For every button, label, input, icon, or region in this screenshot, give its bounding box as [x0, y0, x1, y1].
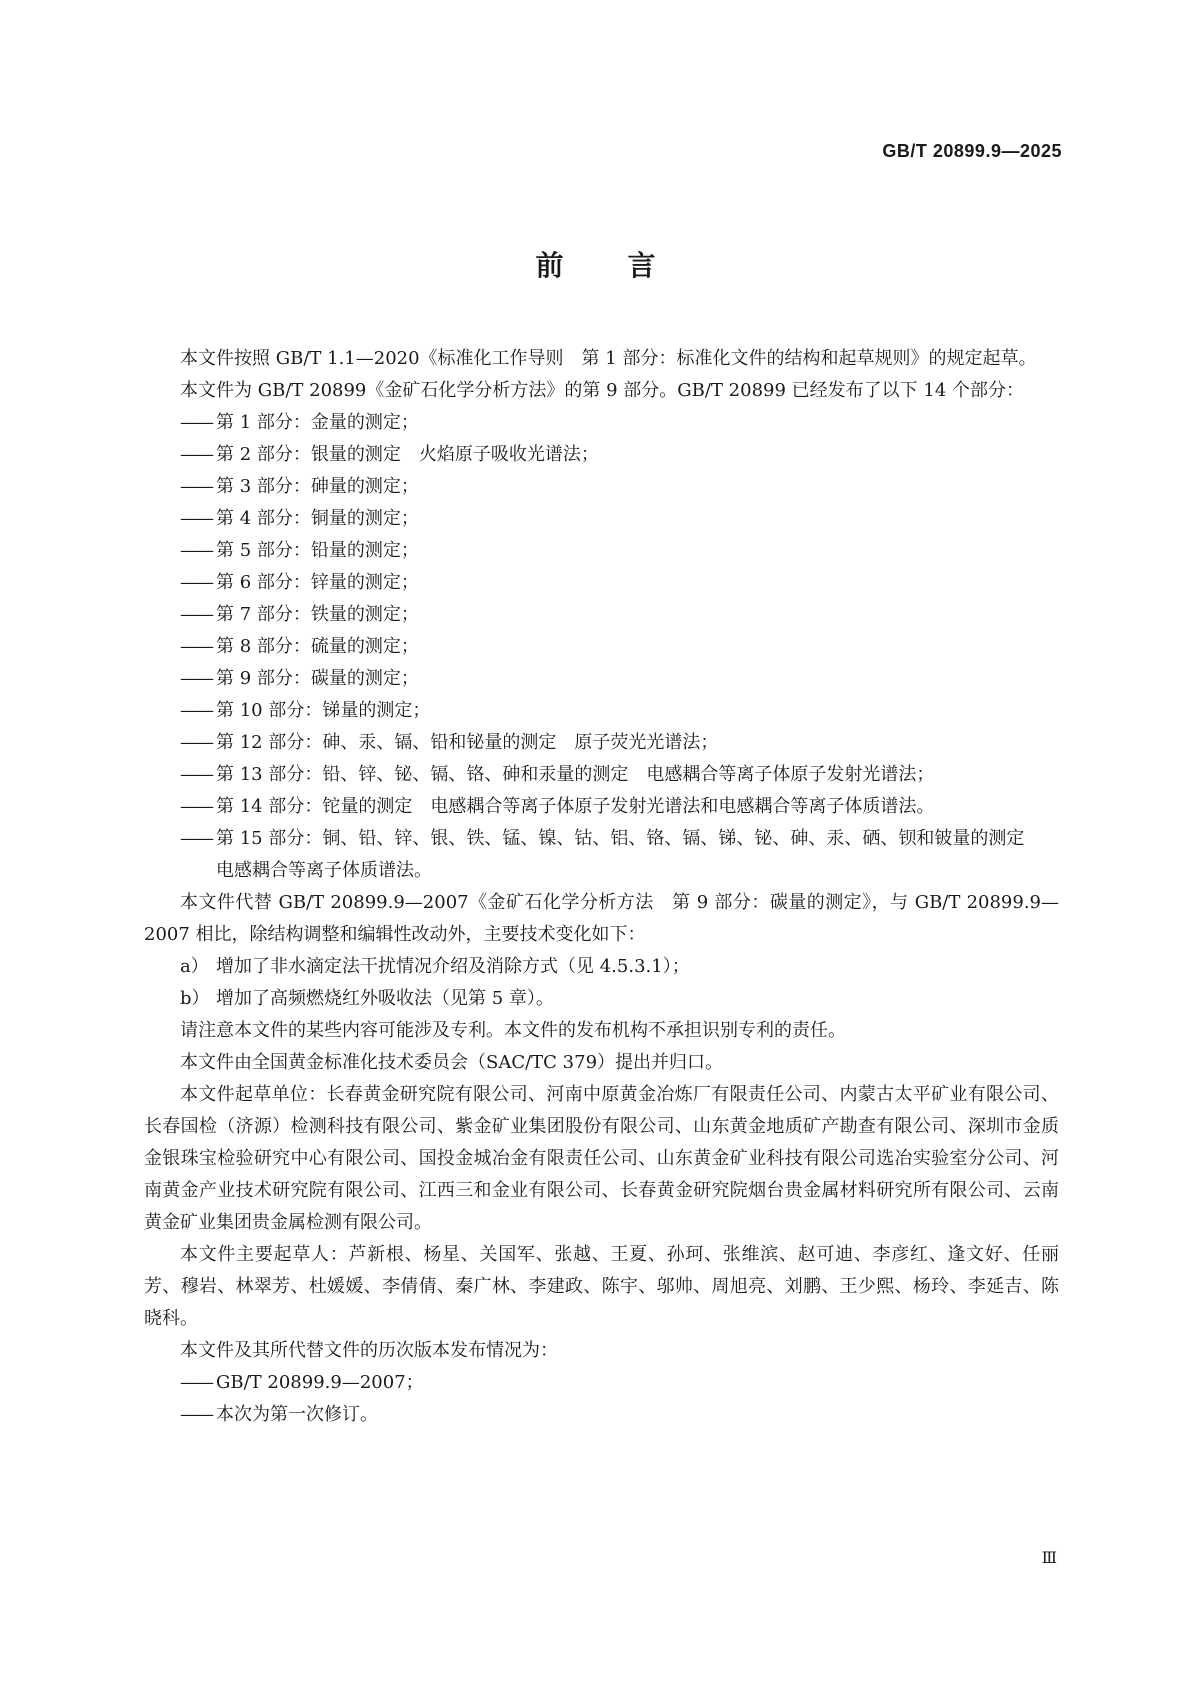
page-title: 前言 — [535, 249, 720, 282]
list-item: —— 第 15 部分：铜、铅、锌、银、铁、锰、镍、钴、铝、铬、镉、锑、铋、砷、汞、硒、钡和铍量的测定 电感耦合等离子体质谱法。 — [180, 828, 1043, 881]
list-item: —— 第 13 部分：铅、锌、铋、镉、铬、砷和汞量的测定 电感耦合等离子体原子发射光谱法； — [180, 764, 935, 785]
history-intro: 本文件及其所代替文件的历次版本发布情况为： — [180, 1340, 558, 1361]
list-item: —— 第 2 部分：银量的测定 火焰原子吸收光谱法； — [180, 444, 599, 465]
list-item: —— 第 14 部分：铊量的测定 电感耦合等离子体原子发射光谱法和电感耦合等离子体质谱法。 — [180, 796, 935, 817]
list-item: —— 第 9 部分：碳量的测定； — [180, 668, 419, 689]
standard-code: GB/T 20899.9—2025 — [882, 141, 1062, 161]
list-item: —— 第 3 部分：砷量的测定； — [180, 476, 419, 497]
page-number: Ⅲ — [1041, 1548, 1057, 1567]
changes-list — [144, 951, 1059, 1015]
list-item: —— 第 7 部分：铁量的测定； — [180, 604, 419, 625]
list-item: —— 第 1 部分：金量的测定； — [180, 412, 419, 433]
intro-paragraph: 本文件为 GB/T 20899《金矿石化学分析方法》的第 9 部分。GB/T 20899 已经发布了以下 14 个部分： — [180, 380, 1025, 401]
document-body — [144, 343, 1059, 1431]
list-item: —— 第 6 部分：锌量的测定； — [180, 572, 419, 593]
list-item: —— GB/T 20899.9—2007； — [180, 1372, 424, 1393]
proposer-statement: 本文件由全国黄金标准化技术委员会（SAC/TC 379）提出并归口。 — [180, 1052, 724, 1073]
patent-notice: 请注意本文件的某些内容可能涉及专利。本文件的发布机构不承担识别专利的责任。 — [180, 1020, 846, 1041]
list-item: —— 本次为第一次修订。 — [180, 1404, 378, 1425]
drafters: 本文件主要起草人：芦新根、杨星、关国军、张越、王夏、孙珂、张维滨、赵可迪、李彦红、逢文好、任丽芳、穆岩、林翠芳、杜媛媛、李倩倩、秦广林、李建政、陈宇、邬帅、周旭亮、刘鹏、王少熙、杨玲、李延吉、陈晓科。 — [144, 1244, 1059, 1329]
list-item: —— 第 12 部分：砷、汞、镉、铅和铋量的测定 原子荧光光谱法； — [180, 732, 719, 753]
list-item: —— 第 5 部分：铅量的测定； — [180, 540, 419, 561]
drafting-units: 本文件起草单位：长春黄金研究院有限公司、河南中原黄金冶炼厂有限责任公司、内蒙古太平矿业有限公司、长春国检（济源）检测科技有限公司、紫金矿业集团股份有限公司、山东黄金地质矿产勘查有限公司、深圳市金质金银珠宝检验研究中心有限公司、国投金城冶金有限责任公司、山东黄金矿业科技有限公司选冶实验室分公司、河南黄金产业技术研究院有限公司、江西三和金业有限公司、长春黄金研究院烟台贵金属材料研究所有限公司、云南黄金矿业集团贵金属检测有限公司。 — [144, 1084, 1059, 1233]
list-item: b） 增加了高频燃烧红外吸收法（见第 5 章）。 — [180, 988, 554, 1009]
parts-list — [144, 407, 1059, 887]
replace-statement: 本文件代替 GB/T 20899.9—2007《金矿石化学分析方法 第 9 部分：碳量的测定》，与 GB/T 20899.9—2007 相比，除结构调整和编辑性改动外，主要技术变化如下： — [144, 892, 1059, 945]
intro-paragraph: 本文件按照 GB/T 1.1—2020《标准化工作导则 第 1 部分：标准化文件的结构和起草规则》的规定起草。 — [180, 348, 1037, 369]
list-item: —— 第 10 部分：锑量的测定； — [180, 700, 431, 721]
list-item: —— 第 4 部分：铜量的测定； — [180, 508, 419, 529]
history-list — [144, 1367, 1059, 1431]
list-item: a） 增加了非水滴定法干扰情况介绍及消除方式（见 4.5.3.1）； — [180, 956, 690, 977]
list-item: —— 第 8 部分：硫量的测定； — [180, 636, 419, 657]
